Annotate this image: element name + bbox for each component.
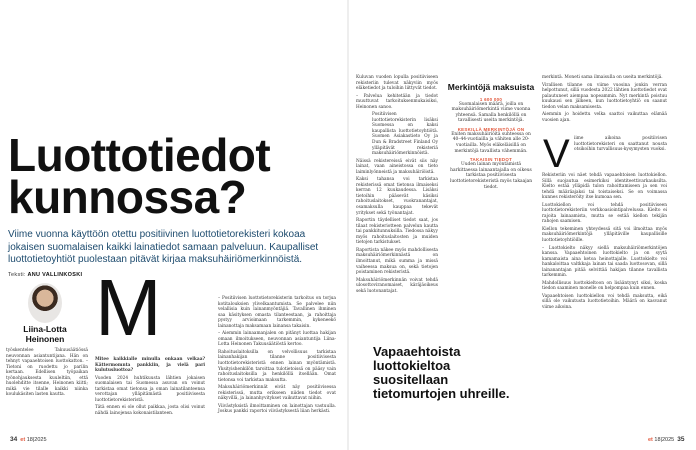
byline-author: ANU VALLINKOSKI (27, 272, 83, 278)
paragraph: Aiemmin jo hoidettu velka saattoi vaikuttaa elämää vuosien ajan. (542, 112, 667, 123)
byline: Teksti: ANU VALLINKOSKI (8, 272, 83, 278)
paragraph: Mahdollisuus luottokieltoon on lisääntynyt siksi, koska tiedon saaminen monelle on helpompaa kuin ennen. (542, 280, 667, 292)
paragraph: Maksuhäiriömerkinnän voivat tehdä ulosottoviranomaiset, käräjäoikeus sekä luotonantajat. (356, 277, 438, 294)
sidebar-title: Merkintöjä maksuista (447, 82, 535, 92)
paragraph: Kaksi tahansa voi tarkistaa rekisterissä omat tietonsa ilmaiseksi kerran 12 kuukaudessa. Lisäksi tietoihin pääsevät käsiksi rahoituslaitokset, vuokranantajat, osamaksulla kauppaa tekevät yritykset sekä työnantajat. (356, 177, 438, 216)
intro-question: Mitee kaikkialle minulla onkaan velkaa? Kättermomnta pankkiin, ja vielä pari kulutusluottoa? (95, 357, 205, 374)
page-gutter (347, 0, 349, 450)
folio-left (10, 436, 47, 443)
issue: 18|2025 (26, 437, 47, 443)
sidebar-stat: KESKILLÄ MERKINTÖJÄ ON (457, 126, 525, 132)
paragraph: Rekisteriin voi näet tehdä vapaaehtoisen luottokiellon. Sillä suojautua esimerkiksi identiteettivarkauksilta. Kielto estää ylläpidä tulon rahoittamiseen ja sen voi tehdä määräajaksi tai toistaiseksi. Se on voimassa kunnes rekisteröity itse kumoaa sen. (542, 173, 667, 201)
right-column-4-top (574, 136, 667, 155)
article-title: Luottotiedot kunnossa? (8, 129, 271, 223)
right-column-4 (542, 173, 667, 313)
person-caption: työskentelee Takuusäätiössä neuvonnan asiantuntijana. Hän on tehnyt vapaaehtoisen luottokatton. – Tietoni on ruodettu jo parilin kertaan. Edellisen työpaikan työnohjauksesta kuuleltiin, että huolehditte itsenne, Heinonen kiitti; mikä vie tilalle kaikki niinka koulukäsiten lasten kautta. (6, 348, 88, 398)
paragraph: Rahoituslaitoksilla on velvollisuus tarkistaa lainanhakijan tilanne positiivisesta luottotietorekisteristä ennen lainan myöntämistä. Yksityishenkilön taroittaa tulotietoissä on pääsy vain rahoituslaitoksilla ja henkilöllä itsellään. Omat tietonsa voi tarkistaa maksutta. (218, 349, 336, 383)
sidebar-text: Suomalaisen määrä, joilla on maksuhäiriömerkintä viime vuonna yhteensä. Samalla henkilöllä on tavallisesti useita merkintöjä. (451, 101, 531, 124)
sidebar-text: Eniten maksuhäiriöitä suhteessa on 40–44-vuotiailla ja vähiten alle 20-vuotiailla. Myös eläkeläisillä on merkintöjä tavallista vähemmän. (451, 131, 531, 154)
drop-cap-v: V (543, 132, 570, 176)
sidebar-stat: TAKAISIN TIEDOT (469, 157, 513, 163)
drop-cap-m: M (95, 263, 162, 352)
paragraph: Raportin täydelliset tiedot saat, jos tilaat rekisteriotteen palvelun kautta tai pankkitunnuksilla. Tiedossa näkyy myös rahoituslaitosten ja muiden tietojen tarkistukset. (356, 218, 438, 246)
paragraph: Positiivisen luottotietorekisterin lisäksi Suomessa on kaksi kaupallista luottotietoyhtiötä. Suomen Asiakastieto Oy ja Dun & Bradstreet Finland Oy ylläpitävät rekisteriä maksuhäiriömerkinnöistä. (372, 112, 438, 157)
paragraph: Vapaaehtoisen luottokiellon voi tehdä maksutta, eikä sillä ole vaikutusta luottotietoihin. Määrä on kasvanut viime aikoina. (542, 293, 667, 311)
paragraph: – Luottokielto näkyy siellä maksuhäiriömerkintöjen kanssa. Vapaaehtoinen luottokielto ja on syytä kamamaista aina ketoa heinottajalle. Luottokielto voi hankaloittaa valtkkaja lainan tai saada luottosovan, sillä lainanantajan pitää selvittää hakijan tilanne tavallista tarkemmin. (542, 245, 667, 279)
paragraph: – Positiivisen luottotietorekisterin tarkoitus on torjua kotitalouksien ylivelkaantumista. Se palvelee niin velallisia kuin lainanmyöntäjiä. Tavallinen ihminen saa käsityksen omasta tilanteestaan, ja rahoittaja pystyy arvioimaan tarkemmin, kykeneekö lainanottaja maksamaan lainansa takaisin. (218, 296, 336, 329)
page-number: 35 (677, 436, 685, 443)
sidebar-text: Uuden lainan myöntämistä harkittaessa lainaantajalla on oikeus tarkistaa positiivisesta luottotietorekisteristä myös takaajan tiedot. (449, 162, 533, 190)
issue: 18|2025 (654, 437, 675, 443)
paragraph: Kuluvan vuoden lopulla positiiviseen rekisteriin tulevat näkyviin myös eläketiedot ja tuloihin liittyvät tiedot. (356, 75, 438, 92)
folio-right (648, 436, 685, 443)
right-column-1 (356, 75, 438, 296)
left-column-2 (218, 296, 336, 417)
paragraph: Raportista näkee myös mahdollisesta maksuhäiriömerkinnästä on ilmoittanut, mikä summa ja missä vaiheessa maksua on, sekä tietojen poistaminen rekisteristä. (356, 247, 438, 276)
paragraph: Vuoden 2024 huhtikuusta lähtien jokaisen suomalaisen tai Suomessa asuvan on voinut tarkistaa omat tietonsa ja oman lainatilanteensa verottajan ylläpitämästä positiivisesta luottotietorekisteristä. (95, 375, 205, 403)
paragraph: Näissä rekistereissä eivät siis näy lainat, vaan aineistossa on tieto laiminlyönneistä ja maksuhäiriöistä. (356, 158, 438, 175)
paragraph: – Palvelua kehitetään ja tiedot muuttuvat tarkoituksenmukaisiksi, Heinonen sanoo. (356, 93, 438, 110)
paragraph: merkintä. Moneti sama ilmaisulla on useita merkintöjä. (542, 75, 663, 80)
article-lead: Viime vuonna käyttöön otettu positiivinen luottotietorekisteri kokoaa jokaisen suomalaisen kaikki lainatiedot samaan palveluun. Kaupalliset luottotietoyhtiöt puolestaan pitävät kirjaa maksuhäiriömerkinnöistä. (8, 229, 319, 265)
paragraph: Virallisen tilanne on viime vuosina jonkin verran helpottunut, sillä vuodesta 2022 lähtien luottotiedot ovat palautuneet aiempaa nopeammin. Nyt merkintä poistuu kuukausi sen jälkeen, kun luottotietoyhtiö on saanut tiedon velan maksamisesta. (542, 82, 667, 110)
person-name: Liina-Lotta Heinonen (23, 324, 67, 344)
paragraph: – Aiemmin lainaamanjalen on pitänyt luottaa hakijan omaan ilmoitukseen, neuvonnan asiantuntija Liina-Lotta Heinonen Takuusäätiöstä kertoo. (218, 331, 336, 348)
paragraph: Viivästyksistä ilmoittaminen on lainottajan vastuulla. Joskus pankki raportoi viivästyksestä liian herkästi. (218, 403, 336, 415)
byline-label: Teksti (8, 272, 24, 278)
paragraph: Luottokiellon voi tehdä positiiviseen luottotietorekisteriin verkkoasiointipalvelussa. Kielto ei rajoita lainaamista, mutta se estää kiellon tekijän rahojen saamisen. (542, 202, 667, 225)
right-column-3 (542, 75, 667, 125)
paragraph: Kiellon tekeminen yhteydessä sitä voi ilmoittaa myös maksuhäiriömerkintöjä ylläpitäville kaupallisille luottotietoyhtiöille. (542, 226, 667, 244)
paragraph: Tätä ennen ei ole ollut paikkaa, josta olisi voinut nähdä lainojensa kokonaistilanteen. (95, 405, 205, 416)
magazine-logo: et (20, 437, 26, 443)
sidebar-stat: 1 600 000 (479, 96, 503, 102)
person-photo (28, 283, 62, 323)
sidebar-box (447, 83, 535, 190)
left-column-1 (95, 357, 205, 418)
paragraph: Maksuhäiriömerkinnät eivät näy positiivisessa rekisterissä, mutta erikseen niiden tiedot ovat näkyvillä, ja lainanhyvitykset vaikuttavat niihin. (218, 385, 336, 402)
pull-quote: Vapaaehtoista luottokieltoa suositellaan tietomurtojen uhreille. (373, 344, 510, 401)
paragraph: iime aikoina positiivisen luottotietorekisteri on saattanut nousta otsikoihin turvallisuus-kysymysten vuoksi. (574, 136, 667, 153)
magazine-logo: et (648, 437, 653, 443)
page-number: 34 (10, 436, 18, 443)
